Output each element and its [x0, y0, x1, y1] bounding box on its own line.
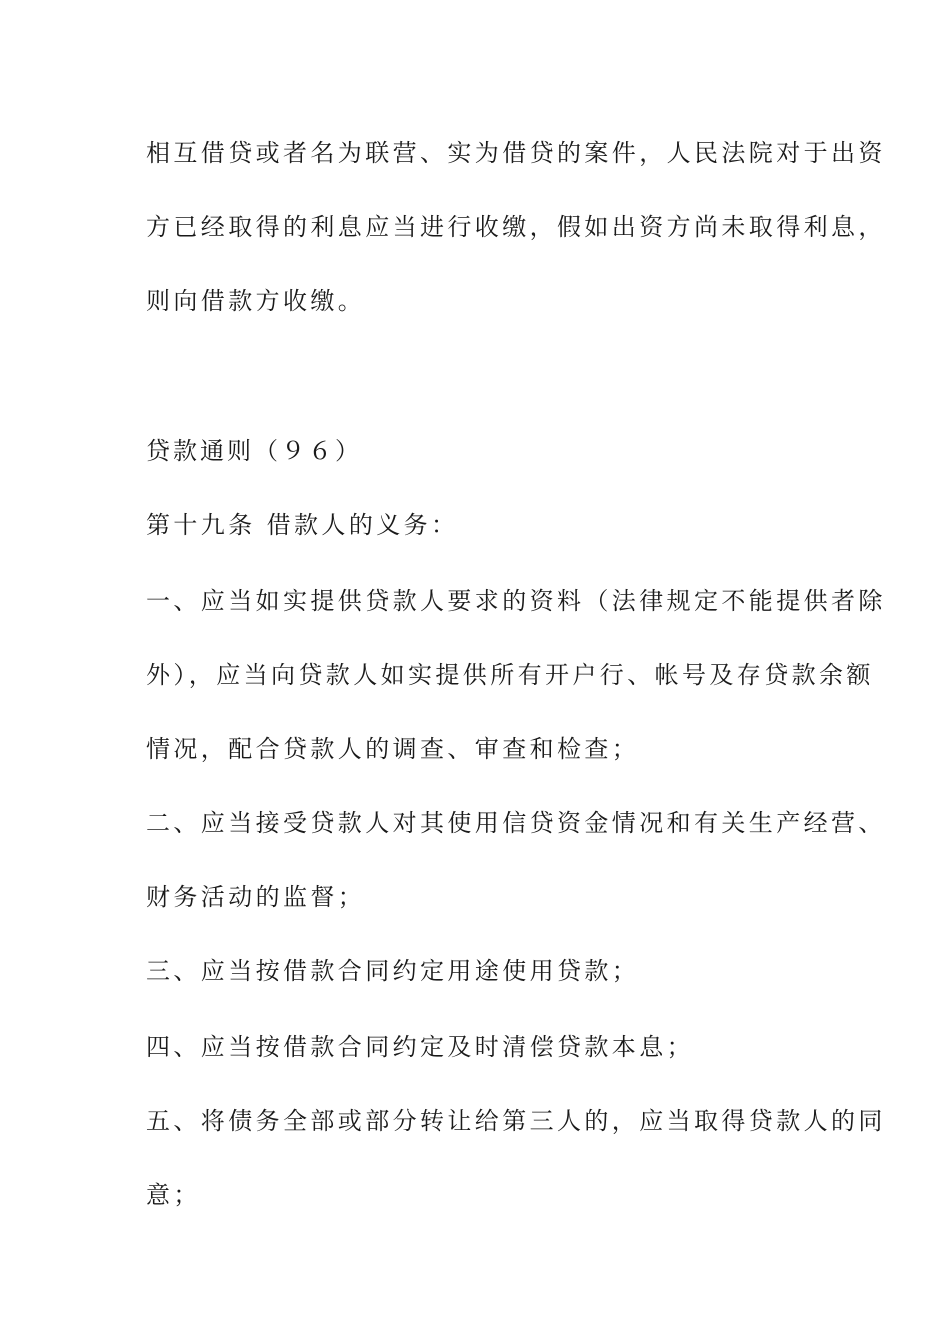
- item-line: 三、应当按借款合同约定用途使用贷款；: [146, 957, 640, 985]
- item-line: 外），应当向贷款人如实提供所有开户行、帐号及存贷款余额: [146, 661, 874, 689]
- item-line: 意；: [146, 1181, 201, 1209]
- paragraph-line: 则向借款方收缴。: [146, 287, 366, 315]
- article-title: 第十九条 借款人的义务：: [146, 511, 459, 539]
- paragraph-line: 方已经取得的利息应当进行收缴，假如出资方尚未取得利息，: [146, 213, 886, 241]
- item-line: 财务活动的监督；: [146, 883, 366, 911]
- item-line: 二、应当接受贷款人对其使用信贷资金情况和有关生产经营、: [146, 809, 886, 837]
- item-line: 情况，配合贷款人的调查、审查和检查；: [146, 735, 640, 763]
- paragraph-line: 相互借贷或者名为联营、实为借贷的案件，人民法院对于出资: [146, 139, 886, 167]
- item-line: 五、将债务全部或部分转让给第三人的，应当取得贷款人的同: [146, 1107, 886, 1135]
- item-line: 四、应当按借款合同约定及时清偿贷款本息；: [146, 1033, 694, 1061]
- section-title: 贷款通则（９６）: [146, 437, 362, 465]
- item-line: 一、应当如实提供贷款人要求的资料（法律规定不能提供者除: [146, 587, 886, 615]
